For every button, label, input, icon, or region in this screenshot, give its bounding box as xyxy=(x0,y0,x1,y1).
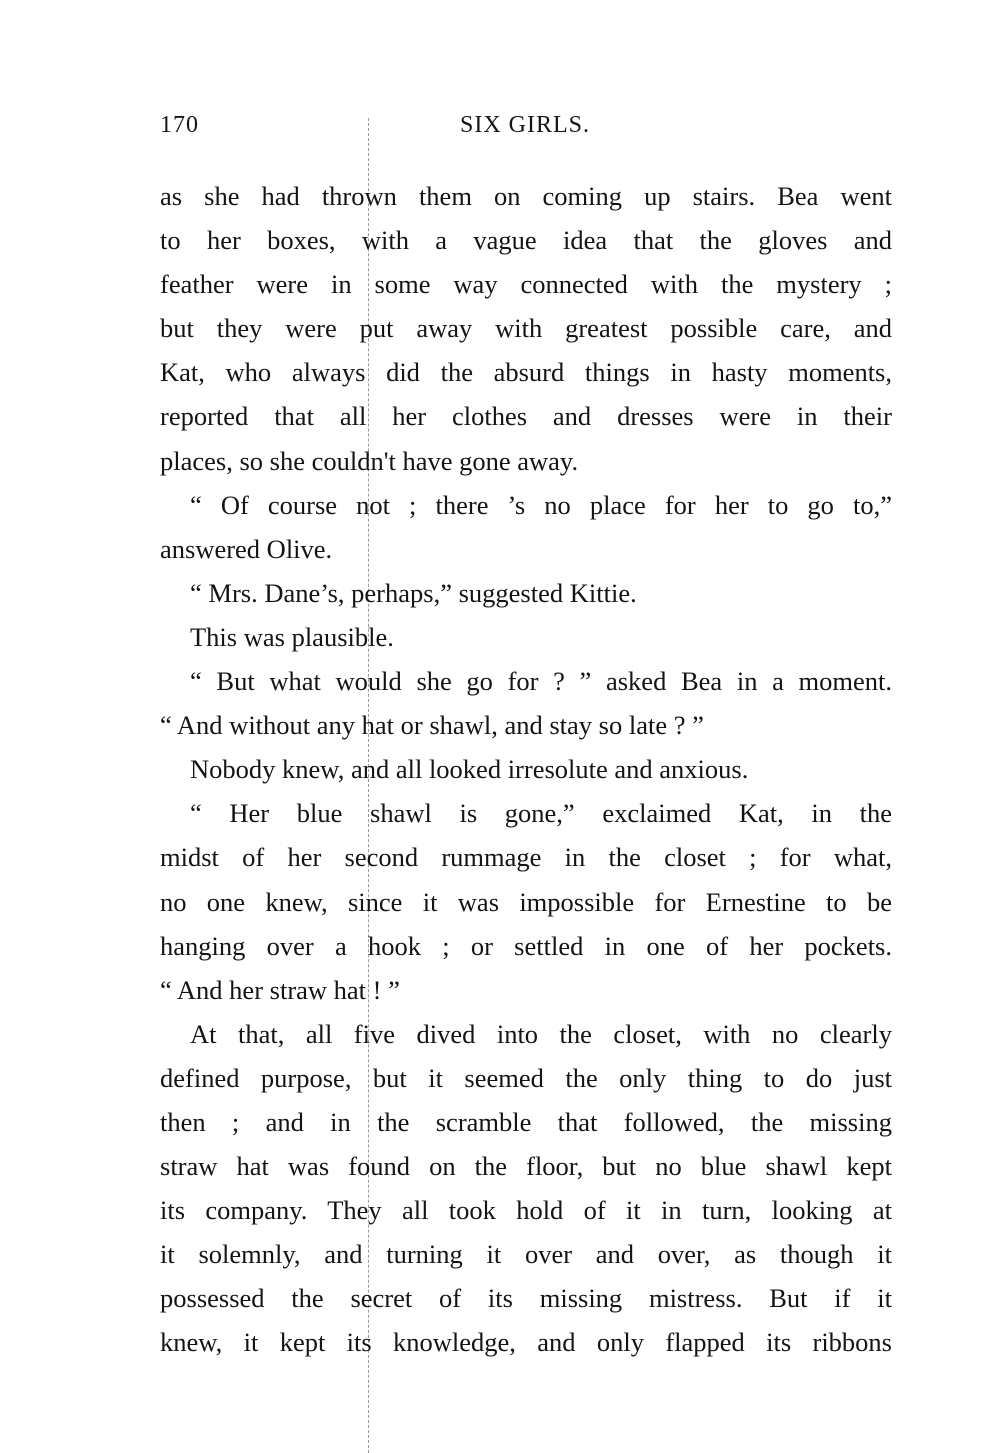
text-line: as she had thrown them on coming up stairs. Bea went xyxy=(160,181,892,211)
text-line: Nobody knew, and all looked irresolute and anxious. xyxy=(190,754,749,785)
text-line: “ Of course not ; there ’s no place for her to go to,” xyxy=(190,489,892,520)
text-line: it solemnly, and turning it over and over, as though it xyxy=(160,1239,892,1270)
text-line: hanging over a hook ; or settled in one of her pockets. xyxy=(160,930,892,961)
text-line: “ But what would she go for ? ” asked Bea in a moment. xyxy=(190,666,892,697)
text-line: feather were in some way connected with the mystery ; xyxy=(160,269,892,300)
text-line: Kat, who always did the absurd things in hasty moments, xyxy=(160,357,892,388)
text-line: “ Mrs. Dane’s, perhaps,” suggested Kittie. xyxy=(190,577,637,608)
text-line: its company. They all took hold of it in turn, looking at xyxy=(160,1195,892,1226)
text-line: straw hat was found on the floor, but no blue shawl kept xyxy=(160,1151,892,1182)
body-text xyxy=(160,176,892,1367)
text-line: knew, it kept its knowledge, and only flapped its ribbons xyxy=(160,1327,892,1358)
text-line: reported that all her clothes and dresses were in their xyxy=(160,401,892,432)
text-line: to her boxes, with a vague idea that the gloves and xyxy=(160,225,892,256)
text-line: “ Her blue shawl is gone,” exclaimed Kat, in the xyxy=(190,798,892,829)
running-title: SIX GIRLS. xyxy=(460,112,591,138)
text-line: This was plausible. xyxy=(190,621,394,652)
text-line: then ; and in the scramble that followed, the missing xyxy=(160,1106,892,1137)
text-line: places, so she couldn't have gone away. xyxy=(160,445,579,476)
text-line: “ And without any hat or shawl, and stay so late ? ” xyxy=(160,710,704,741)
text-line: At that, all five dived into the closet, with no clearly xyxy=(190,1018,892,1049)
text-line: midst of her second rummage in the closet ; for what, xyxy=(160,842,892,873)
page-header xyxy=(160,112,892,144)
text-line: answered Olive. xyxy=(160,533,333,564)
text-line: possessed the secret of its missing mistress. But if it xyxy=(160,1283,892,1314)
page-number: 170 xyxy=(160,112,199,138)
text-line: defined purpose, but it seemed the only thing to do just xyxy=(160,1062,892,1093)
text-line: no one knew, since it was impossible for Ernestine to be xyxy=(160,886,892,917)
text-line: “ And her straw hat ! ” xyxy=(160,974,400,1005)
text-line: but they were put away with greatest possible care, and xyxy=(160,313,892,344)
